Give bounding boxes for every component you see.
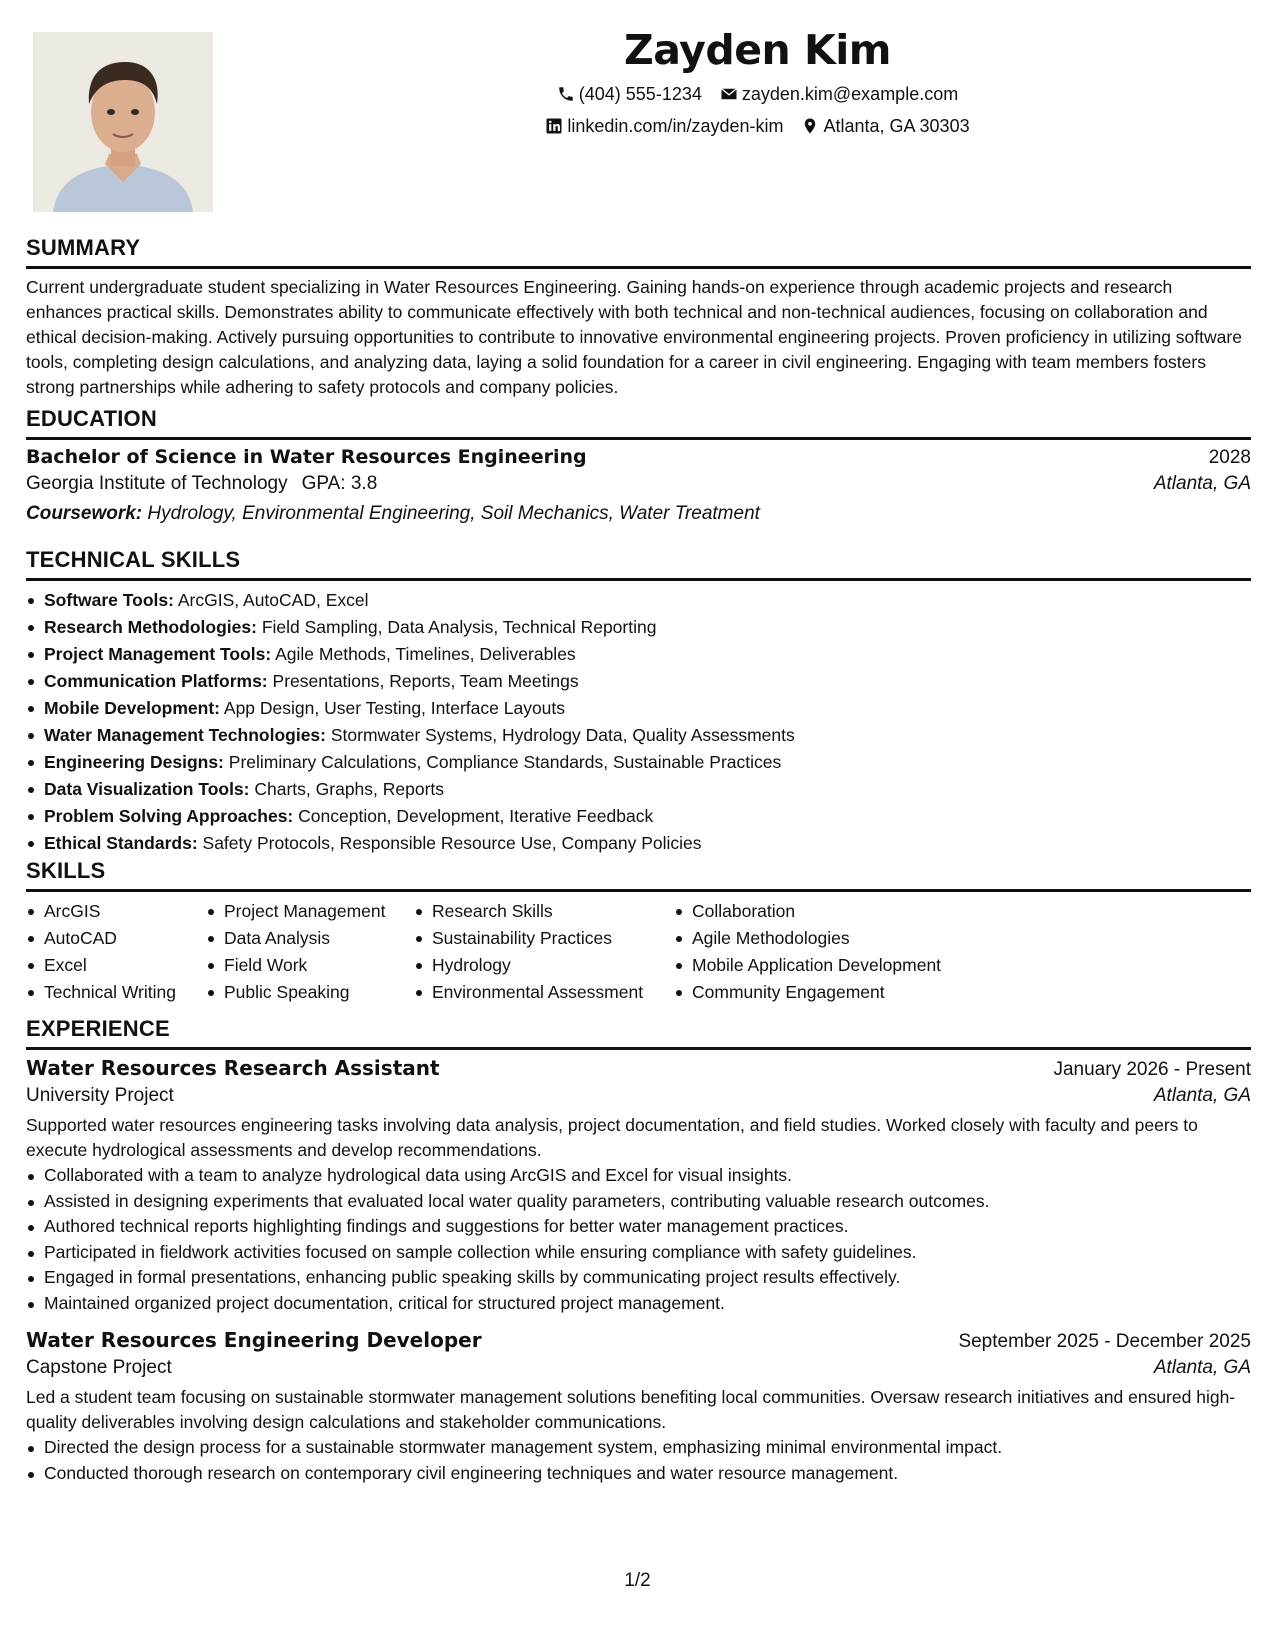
skill-item: Collaboration [674,898,974,925]
skill-item: Data Analysis [206,925,414,952]
technical-skill-label: Communication Platforms: [44,671,268,691]
profile-photo [33,32,213,212]
job-bullet: Collaborated with a team to analyze hydrological data using ArcGIS and Excel for visual insights. [26,1163,1251,1189]
section-divider [26,889,1251,892]
section-title-technical-skills: TECHNICAL SKILLS [26,547,241,572]
coursework-row [26,499,1251,529]
job-bullet: Directed the design process for a sustainable stormwater management system, emphasizing minimal environmental impact. [26,1435,1251,1461]
technical-skill-item [26,641,1251,668]
profile-photo-image [33,32,213,212]
section-title-summary: SUMMARY [26,235,141,260]
job-date: September 2025 - December 2025 [958,1331,1251,1352]
technical-skill-item [26,614,1251,641]
job-org-row [26,1353,1251,1383]
degree-title: Bachelor of Science in Water Resources Engineering [26,446,587,468]
skill-item: Project Management [206,898,414,925]
contact-linkedin[interactable] [545,110,783,142]
candidate-name: Zayden Kim [623,26,892,74]
technical-skill-label: Software Tools: [44,590,174,610]
technical-skills-list [26,587,1251,857]
technical-skill-value: App Design, User Testing, Interface Layouts [223,698,566,718]
contact-location [801,110,969,142]
resume-header [240,22,1275,142]
technical-skill-value: Agile Methods, Timelines, Deliverables [275,644,576,664]
envelope-icon [720,85,738,103]
skill-item: Environmental Assessment [414,979,674,1006]
summary-section [26,234,1251,400]
technical-skill-value: Preliminary Calculations, Compliance Standards, Sustainable Practices [228,752,782,772]
job-location: Atlanta, GA [1153,1357,1251,1378]
graduation-year: 2028 [1208,447,1251,468]
skill-item: Excel [26,952,206,979]
section-title-experience: EXPERIENCE [26,1016,170,1041]
coursework-label: Coursework: [26,503,143,524]
experience-list [26,1056,1251,1486]
linkedin-icon [545,117,563,135]
email-text: zayden.kim@example.com [741,84,959,104]
location-text: Atlanta, GA 30303 [823,116,970,136]
job-description: Led a student team focusing on sustainable stormwater management solutions benefiting local communities. Oversaw research initiatives and ensured high-quality deliverables involving design calculations and stakeholder communications. [26,1387,1236,1432]
gpa: GPA: 3.8 [301,473,378,494]
contact-email[interactable] [720,78,958,110]
skill-item: Research Skills [414,898,674,925]
phone-text: (404) 555-1234 [578,84,702,104]
technical-skill-label: Problem Solving Approaches: [44,806,294,826]
skill-item: Field Work [206,952,414,979]
technical-skills-section [26,546,1251,857]
skill-item: Public Speaking [206,979,414,1006]
job-organization: University Project [26,1085,174,1106]
skills-column [206,898,414,1006]
technical-skill-value: ArcGIS, AutoCAD, Excel [177,590,369,610]
skill-item: Sustainability Practices [414,925,674,952]
skills-column [414,898,674,1006]
technical-skill-value: Charts, Graphs, Reports [254,779,445,799]
map-pin-icon [801,117,819,135]
technical-skill-label: Ethical Standards: [44,833,198,853]
technical-skill-label: Water Management Technologies: [44,725,326,745]
technical-skill-item [26,749,1251,776]
section-divider [26,437,1251,440]
page-number: 1/2 [624,1570,651,1591]
skills-column [674,898,974,1006]
technical-skill-value: Field Sampling, Data Analysis, Technical Reporting [261,617,657,637]
skill-item: AutoCAD [26,925,206,952]
technical-skill-label: Mobile Development: [44,698,220,718]
skills-section [26,857,1251,1006]
technical-skill-label: Research Methodologies: [44,617,257,637]
skills-grid [26,898,1251,1006]
section-divider [26,578,1251,581]
contact-phone[interactable] [557,78,702,110]
job-bullet: Engaged in formal presentations, enhancing public speaking skills by communicating project results effectively. [26,1265,1251,1291]
section-title-education: EDUCATION [26,406,157,431]
job-description: Supported water resources engineering tasks involving data analysis, project documentation, and field studies. Worked closely with faculty and peers to execute hydrological assessments and develop recommendations. [26,1115,1198,1160]
skill-item: Hydrology [414,952,674,979]
job-bullets [26,1435,1251,1486]
skill-item: Community Engagement [674,979,974,1006]
education-section [26,405,1251,529]
technical-skill-item [26,776,1251,803]
technical-skill-item [26,695,1251,722]
job-bullet: Assisted in designing experiments that evaluated local water quality parameters, contributing valuable research outcomes. [26,1189,1251,1215]
technical-skill-value: Conception, Development, Iterative Feedback [298,806,654,826]
technical-skill-label: Data Visualization Tools: [44,779,250,799]
job-bullet: Authored technical reports highlighting findings and suggestions for better water management practices. [26,1214,1251,1240]
degree-row [26,446,1251,469]
job-date: January 2026 - Present [1053,1059,1251,1080]
contact-line-2 [240,110,1275,142]
job-title: Water Resources Engineering Developer [26,1328,482,1352]
job-entry [26,1056,1251,1316]
technical-skill-item [26,830,1251,857]
linkedin-text: linkedin.com/in/zayden-kim [567,116,784,136]
technical-skill-item [26,722,1251,749]
job-organization: Capstone Project [26,1357,172,1378]
job-location: Atlanta, GA [1153,1085,1251,1106]
job-bullet: Participated in fieldwork activities focused on sample collection while ensuring compliance with safety guidelines. [26,1240,1251,1266]
experience-section [26,1015,1251,1486]
section-divider [26,1047,1251,1050]
skill-item: Agile Methodologies [674,925,974,952]
job-bullet: Maintained organized project documentation, critical for structured project management. [26,1291,1251,1317]
job-title: Water Resources Research Assistant [26,1056,440,1080]
skill-item: Technical Writing [26,979,206,1006]
school-name: Georgia Institute of Technology [26,473,288,494]
school-row [26,469,1251,499]
school-location: Atlanta, GA [1153,473,1251,494]
section-divider [26,266,1251,269]
job-header-row [26,1056,1251,1081]
technical-skill-value: Stormwater Systems, Hydrology Data, Quality Assessments [330,725,795,745]
technical-skill-value: Presentations, Reports, Team Meetings [272,671,579,691]
coursework-list: Hydrology, Environmental Engineering, Soil Mechanics, Water Treatment [147,503,760,524]
technical-skill-item [26,803,1251,830]
summary-text: Current undergraduate student specializing in Water Resources Engineering. Gaining hands-on experience through academic projects and research enhances practical skills. Demonstrates ability to communicate effectively with both technical and non-technical audiences, focusing on collaboration and ethical decision-making. Actively pursuing opportunities to contribute to innovative environmental engineering projects. Proven proficiency in utilizing software tools, completing design calculations, and analyzing data, laying a solid foundation for a career in civil engineering. Engaging with team members fosters strong partnerships while adhering to safety protocols and company policies. [26,277,1242,397]
job-header-row [26,1328,1251,1353]
section-title-skills: SKILLS [26,858,106,883]
technical-skill-label: Project Management Tools: [44,644,272,664]
technical-skill-item [26,587,1251,614]
job-bullet: Conducted thorough research on contemporary civil engineering techniques and water resource management. [26,1461,1251,1487]
skill-item: ArcGIS [26,898,206,925]
job-bullets [26,1163,1251,1316]
contact-line-1 [240,78,1275,110]
skill-item: Mobile Application Development [674,952,974,979]
technical-skill-label: Engineering Designs: [44,752,224,772]
skills-column [26,898,206,1006]
job-entry [26,1328,1251,1486]
job-org-row [26,1081,1251,1111]
phone-icon [557,85,575,103]
technical-skill-value: Safety Protocols, Responsible Resource Use, Company Policies [202,833,702,853]
technical-skill-item [26,668,1251,695]
